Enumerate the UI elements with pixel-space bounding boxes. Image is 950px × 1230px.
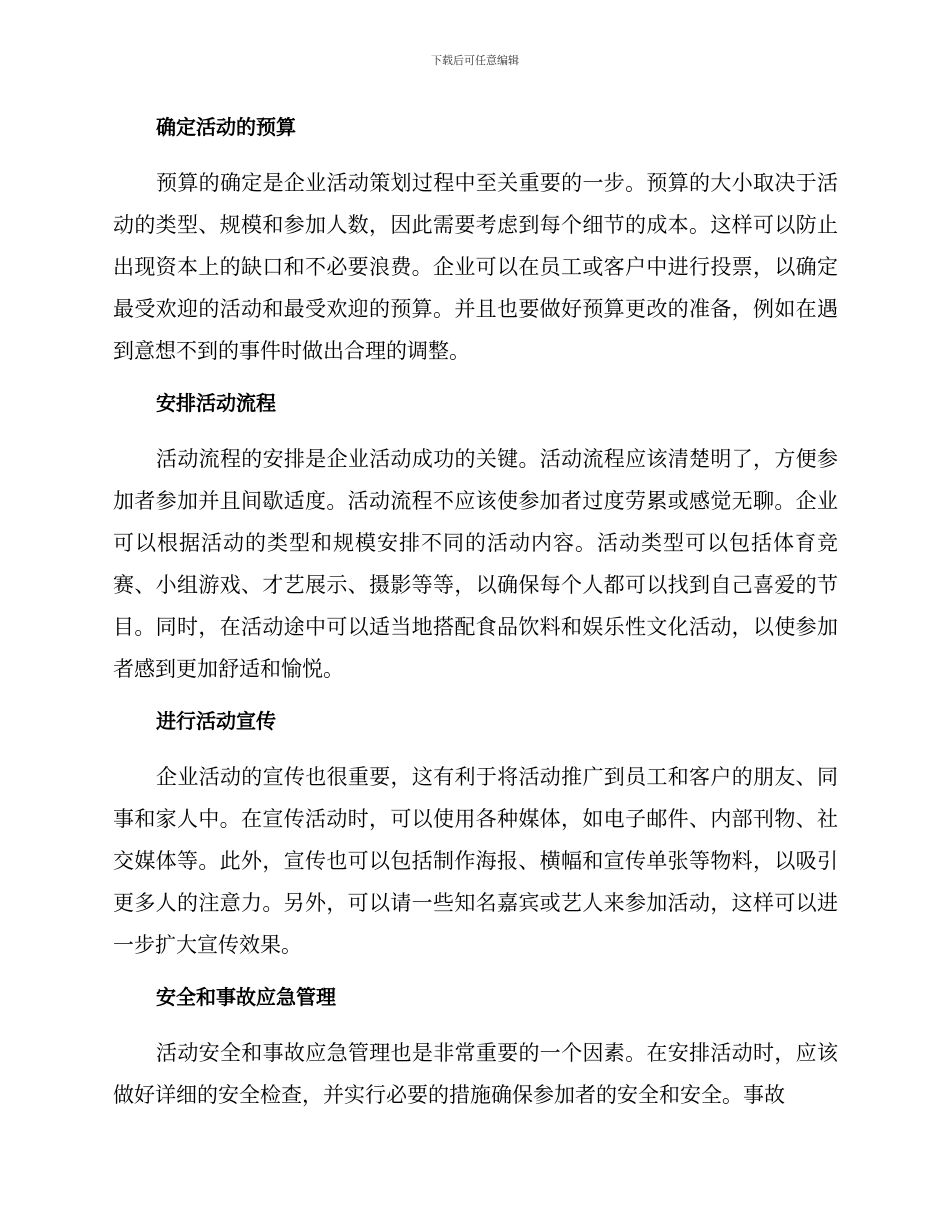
section-body: 活动流程的安排是企业活动成功的关键。活动流程应该清楚明了，方便参加者参加并且间歇适度。活动流程不应该使参加者过度劳累或感觉无聊。企业可以根据活动的类型和规模安排不同的活动内容。活动类型可以包括体育竞赛、小组游戏、才艺展示、摄影等等，以确保每个人都可以找到自己喜爱的节目。同时，在活动途中可以适当地搭配食品饮料和娱乐性文化活动，以使参加者感到更加舒适和愉悦。 — [113, 447, 838, 681]
section-heading: 安排活动流程 — [156, 391, 276, 415]
section-heading: 确定活动的预算 — [156, 115, 296, 139]
section-promotion — [113, 704, 838, 966]
header-note: 下载后可任意编辑 — [431, 54, 519, 67]
section-heading: 进行活动宣传 — [156, 709, 276, 733]
document-content — [113, 110, 838, 1130]
section-schedule — [113, 386, 838, 690]
section-budget — [113, 110, 838, 372]
section-body: 预算的确定是企业活动策划过程中至关重要的一步。预算的大小取决于活动的类型、规模和参加人数，因此需要考虑到每个细节的成本。这样可以防止出现资本上的缺口和不必要浪费。企业可以在员工或客户中进行投票，以确定最受欢迎的活动和最受欢迎的预算。并且也要做好预算更改的准备，例如在遇到意想不到的事件时做出合理的调整。 — [113, 171, 838, 363]
section-body: 活动安全和事故应急管理也是非常重要的一个因素。在安排活动时，应该做好详细的安全检查，并实行必要的措施确保参加者的安全和安全。事故 — [113, 1041, 838, 1107]
section-safety — [113, 980, 838, 1116]
section-heading: 安全和事故应急管理 — [156, 985, 336, 1009]
section-body: 企业活动的宣传也很重要，这有利于将活动推广到员工和客户的朋友、同事和家人中。在宣传活动时，可以使用各种媒体，如电子邮件、内部刊物、社交媒体等。此外，宣传也可以包括制作海报、横幅和宣传单张等物料，以吸引更多人的注意力。另外，可以请一些知名嘉宾或艺人来参加活动，这样可以进一步扩大宣传效果。 — [113, 765, 838, 957]
